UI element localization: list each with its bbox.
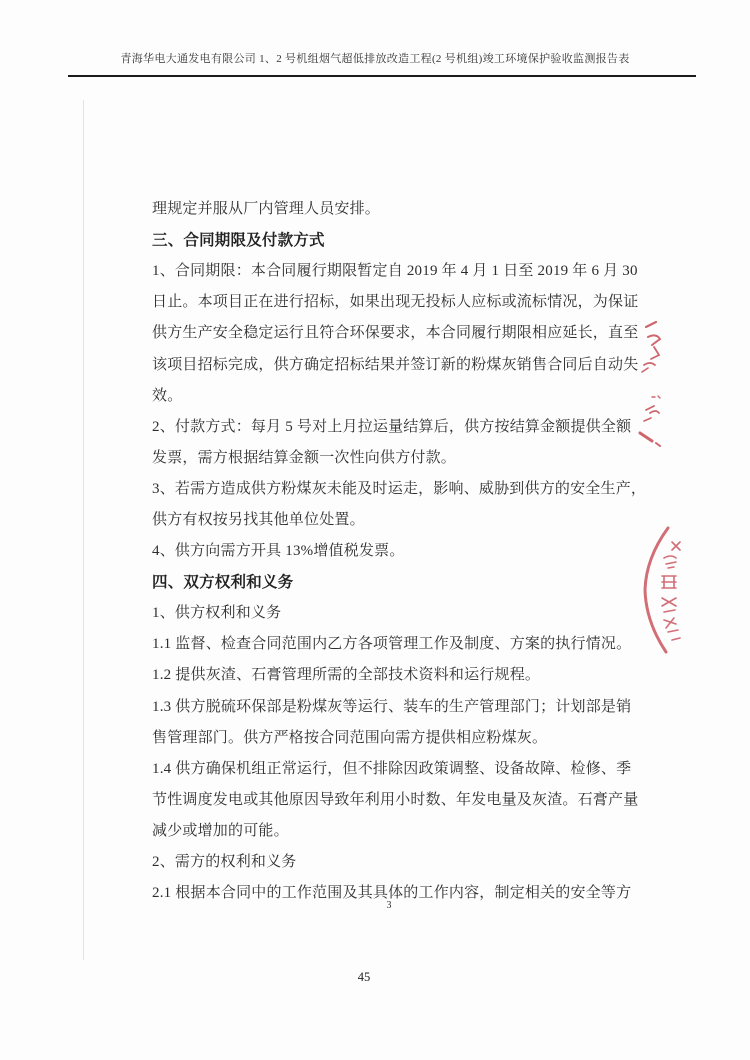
body-text-line: 节性调度发电或其他原因导致年利用小时数、年发电量及灰渣。石膏产量 bbox=[152, 791, 639, 808]
page-header-title: 青海华电大通发电有限公司 1、2 号机组烟气超低排放改造工程(2 号机组)竣工环境保护验收监测报告表 bbox=[120, 53, 630, 65]
body-text-line: 1.1 监督、检查合同范围内乙方各项管理工作及制度、方案的执行情况。 bbox=[152, 636, 632, 653]
body-text-line: 1.3 供方脱硫环保部是粉煤灰等运行、装车的生产管理部门；计划部是销 bbox=[152, 698, 632, 715]
body-text-line: 四、双方权利和义务 bbox=[152, 573, 294, 591]
body-text-line: 3、若需方造成供方粉煤灰未能及时运走，影响、威胁到供方的安全生产， bbox=[152, 480, 647, 497]
header-rule bbox=[68, 75, 696, 77]
body-text-line: 该项目招标完成，供方确定招标结果并签订新的粉煤灰销售合同后自动失 bbox=[152, 356, 639, 373]
body-text-line: 供方生产安全稳定运行且符合环保要求，本合同履行期限相应延长，直至 bbox=[152, 325, 639, 342]
body-text-line: 售管理部门。供方严格按合同范围向需方提供相应粉煤灰。 bbox=[152, 729, 548, 746]
red-seal-fragment-upper bbox=[632, 315, 692, 450]
body-text-line: 供方有权按另找其他单位处置。 bbox=[152, 511, 365, 528]
body-text-line: 1.2 提供灰渣、石膏管理所需的全部技术资料和运行规程。 bbox=[152, 667, 541, 684]
red-seal-fragment-lower bbox=[638, 520, 698, 660]
body-text-line: 1、合同期限：本合同履行期限暂定自 2019 年 4 月 1 日至 2019 年 6 月 30 bbox=[152, 263, 638, 280]
body-text-line: 2.1 根据本合同中的工作范围及其具体的工作内容，制定相关的安全等方 bbox=[152, 885, 632, 902]
body-text-line: 减少或增加的可能。 bbox=[152, 822, 289, 839]
body-text-line: 日止。本项目正在进行招标，如果出现无投标人应标或流标情况，为保证 bbox=[152, 294, 639, 311]
inner-page-number: 3 bbox=[386, 900, 392, 911]
body-text-line: 理规定并服从厂内管理人员安排。 bbox=[152, 201, 381, 218]
body-text-line: 1.4 供方确保机组正常运行，但不排除因政策调整、设备故障、检修、季 bbox=[152, 760, 632, 777]
contract-body-text bbox=[152, 192, 647, 907]
scan-edge-line bbox=[83, 100, 84, 960]
body-text-line: 1、供方权利和义务 bbox=[152, 605, 282, 622]
body-text-line: 三、合同期限及付款方式 bbox=[152, 231, 325, 249]
body-text-line: 效。 bbox=[152, 387, 183, 404]
body-text-line: 2、需方的权利和义务 bbox=[152, 854, 297, 871]
body-text-line: 4、供方向需方开具 13%增值税发票。 bbox=[152, 543, 405, 560]
footer-page-number: 45 bbox=[357, 970, 371, 984]
body-text-line: 2、付款方式：每月 5 号对上月拉运量结算后，供方按结算金额提供全额 bbox=[152, 418, 632, 435]
body-text-line: 发票，需方根据结算金额一次性向供方付款。 bbox=[152, 449, 457, 466]
